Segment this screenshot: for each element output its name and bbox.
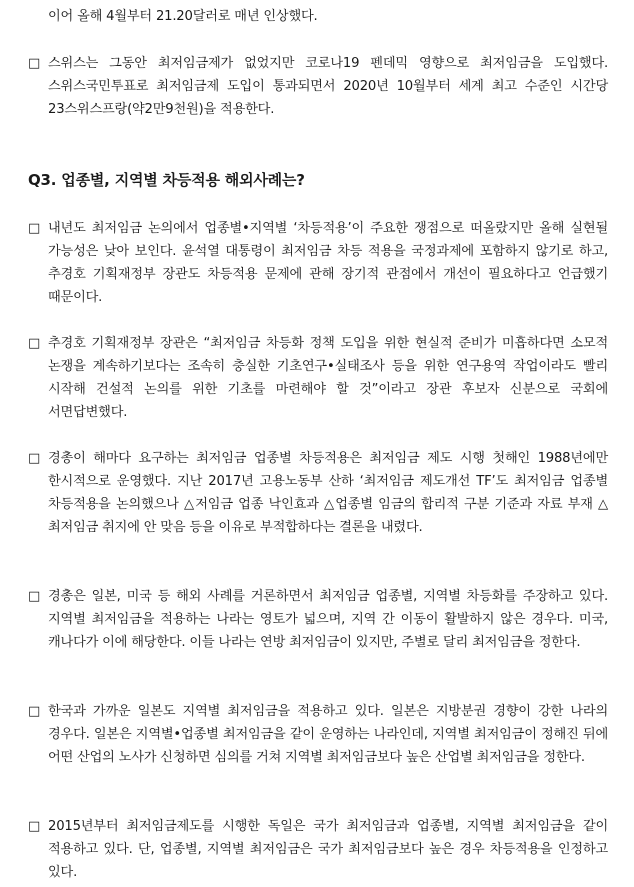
- bullet-text: 스위스는 그동안 최저임금제가 없었지만 코로나19 펜데믹 영향으로 최저임금을 도입했다. 스위스국민투표로 최저임금제 도입이 통과되면서 2020년 10월부터 세계 최고 수준인 시간당 23스위스프랑(약2만9천원)을 적용한다.: [48, 56, 608, 117]
- bullet-item: [28, 332, 608, 424]
- bullet-box-icon: □: [28, 221, 41, 236]
- bullet-text: 경총이 해마다 요구하는 최저임금 업종별 차등적용은 최저임금 제도 시행 첫해인 1988년에만 한시적으로 운영했다. 지난 2017년 고용노동부 산하 ‘최저임금 제도개선 TF’도 최저임금 업종별 차등적용을 논의했으나 △저임금 업종 낙인효과 △업종별 임금의 합리적 구분 기준과 자료 부재 △최저임금 취지에 안 맞음 등을 이유로 부적합하다는 결론을 내렸다.: [48, 451, 608, 535]
- bullet-box-icon: □: [28, 451, 41, 466]
- bullet-item: [28, 447, 608, 539]
- bullet-text: 경총은 일본, 미국 등 해외 사례를 거론하면서 최저임금 업종별, 지역별 차등화를 주장하고 있다. 지역별 최저임금을 적용하는 나라는 영토가 넓으며, 지역 간 이동이 활발하지 않은 경우다. 미국, 캐나다가 이에 해당한다. 이들 나라는 연방 최저임금이 있지만, 주별로 달리 최저임금을 정한다.: [48, 589, 608, 650]
- bullet-box-icon: □: [28, 56, 41, 71]
- bullet-item: [28, 217, 608, 309]
- bullet-item: [28, 700, 608, 769]
- bullet-text: 내년도 최저임금 논의에서 업종별•지역별 ‘차등적용’이 주요한 쟁점으로 떠올랐지만 올해 실현될 가능성은 낮아 보인다. 윤석열 대통령이 최저임금 차등 적용을 국정과제에 포함하지 않기로 하고, 추경호 기획재정부 장관도 차등적용 문제에 관해 장기적 관점에서 개선이 필요하다고 언급했기 때문이다.: [48, 221, 608, 305]
- bullet-text: 한국과 가까운 일본도 지역별 최저임금을 적용하고 있다. 일본은 지방분권 경향이 강한 나라의 경우다. 일본은 지역별•업종별 최저임금을 같이 운영하는 나라인데, 지역별 최저임금이 정해진 뒤에 어떤 산업의 노사가 신청하면 심의를 거쳐 지역별 최저임금보다 높은 산업별 최저임금을 정한다.: [48, 704, 608, 765]
- section-heading: Q3. 업종별, 지역별 차등적용 해외사례는?: [28, 171, 305, 189]
- bullet-text: 2015년부터 최저임금제도를 시행한 독일은 국가 최저임금과 업종별, 지역별 최저임금을 같이 적용하고 있다. 단, 업종별, 지역별 최저임금은 국가 최저임금보다 높은 경우 차등적용을 인정하고 있다.: [48, 819, 608, 880]
- bullet-box-icon: □: [28, 819, 41, 834]
- bullet-box-icon: □: [28, 704, 41, 719]
- bullet-box-icon: □: [28, 589, 41, 604]
- bullet-text: 추경호 기획재정부 장관은 “최저임금 차등화 정책 도입을 위한 현실적 준비가 미흡하다면 소모적 논쟁을 계속하기보다는 조속히 충실한 기초연구•실태조사 등을 위한 연구용역 작업이라도 빨리 시작해 건설적 논의를 위한 기초를 마련해야 할 것”이라고 장관 후보자 신분으로 국회에 서면답변했다.: [48, 336, 608, 420]
- bullet-item: [28, 815, 608, 884]
- bullet-item: [28, 52, 608, 121]
- bullet-box-icon: □: [28, 336, 41, 351]
- continued-line: 이어 올해 4월부터 21.20달러로 매년 인상했다.: [48, 9, 318, 24]
- bullet-item: [28, 585, 608, 654]
